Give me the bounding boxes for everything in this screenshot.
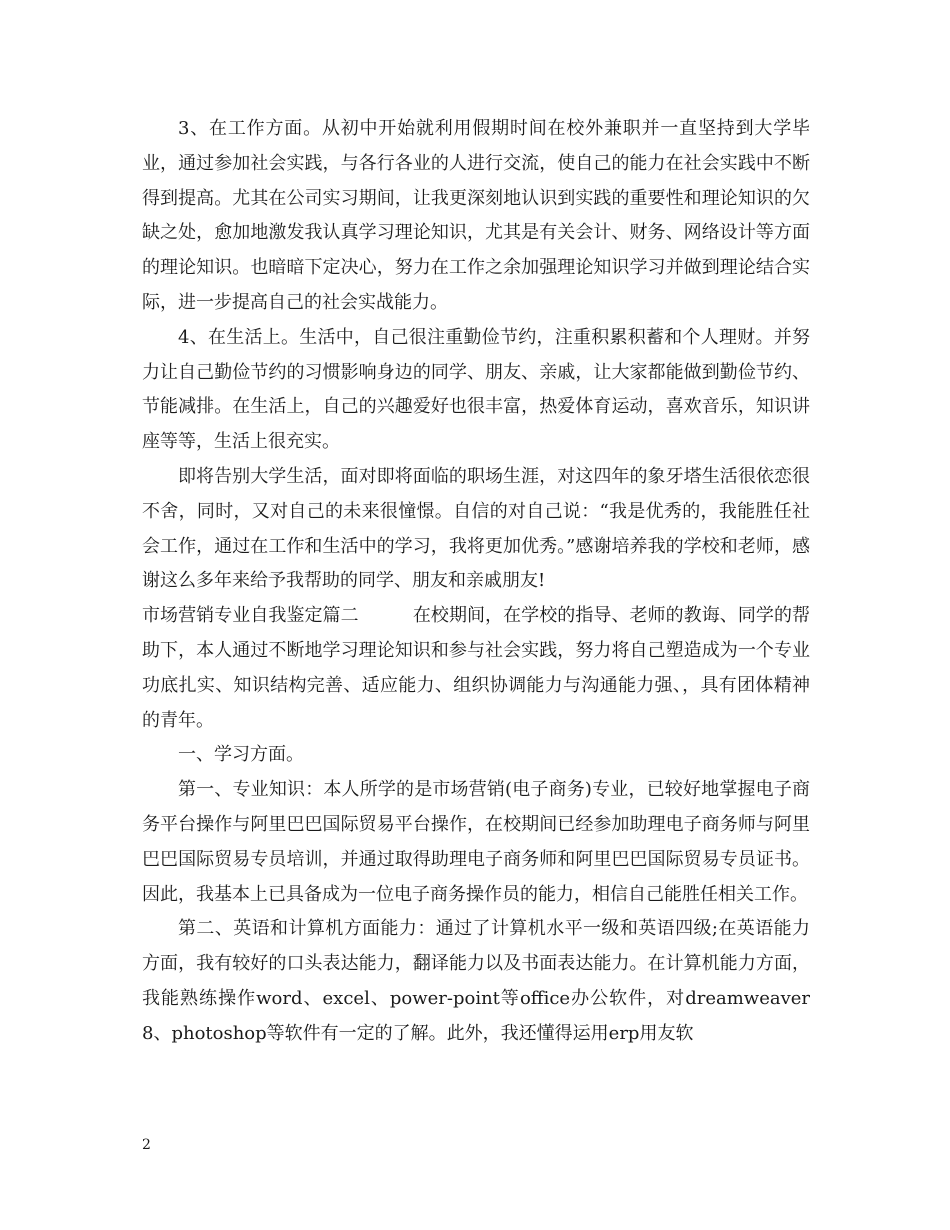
page-number: 2: [142, 1137, 151, 1153]
paragraph-professional-knowledge: 第一、专业知识：本人所学的是市场营销(电子商务)专业，已较好地掌握电子商务平台操作与阿里巴巴国际贸易平台操作，在校期间已经参加助理电子商务师与阿里巴巴国际贸易专员培训，并通过取得助理电子商务师和阿里巴巴国际贸易专员证书。因此，我基本上已具备成为一位电子商务操作员的能力，相信自己能胜任相关工作。: [142, 779, 810, 905]
document-body: [142, 112, 810, 1052]
paragraph-life: 4、在生活上。生活中，自己很注重勤俭节约，注重积累积蓄和个人理财。并努力让自己勤俭节约的习惯影响身边的同学、朋友、亲戚，让大家都能做到勤俭节约、节能减排。在生活上，自己的兴趣爱好也很丰富，热爱体育运动，喜欢音乐，知识讲座等等，生活上很充实。: [142, 326, 810, 453]
paragraph-farewell: 即将告别大学生活，面对即将面临的职场生涯，对这四年的象牙塔生活很依恋很不舍，同时，又对自己的未来很憧憬。自信的对自己说：“我是优秀的，我能胜任社会工作，通过在工作和生活中的学习，我将更加优秀。”感谢培养我的学校和老师，感谢这么多年来给予我帮助的同学、朋友和亲戚朋友!: [142, 465, 810, 592]
paragraph-work: 3、在工作方面。从初中开始就利用假期时间在校外兼职并一直坚持到大学毕业，通过参加社会实践，与各行各业的人进行交流，使自己的能力在社会实践中不断得到提高。尤其在公司实习期间，让我更深刻地认识到实践的重要性和理论知识的欠缺之处，愈加地激发我认真学习理论知识，尤其是有关会计、财务、网络设计等方面的理论知识。也暗暗下定决心，努力在工作之余加强理论知识学习并做到理论结合实际，进一步提高自己的社会实战能力。: [142, 118, 810, 313]
heading-study: 一、学习方面。: [178, 744, 304, 766]
paragraph-section-two: 市场营销专业自我鉴定篇二 在校期间，在学校的指导、老师的教诲、同学的帮助下，本人通过不断地学习理论知识和参与社会实践，努力将自己塑造成为一个专业功底扎实、知识结构完善、适应能力、组织协调能力与沟通能力强、，具有团体精神的青年。: [142, 605, 810, 731]
paragraph-english-computer: 第二、英语和计算机方面能力：通过了计算机水平一级和英语四级;在英语能力方面，我有较好的口头表达能力，翻译能力以及书面表达能力。在计算机能力方面，我能熟练操作word、excel、power-point等office办公软件，对dreamweaver8、photoshop等软件有一定的了解。此外，我还懂得运用erp用友软: [142, 918, 810, 1044]
